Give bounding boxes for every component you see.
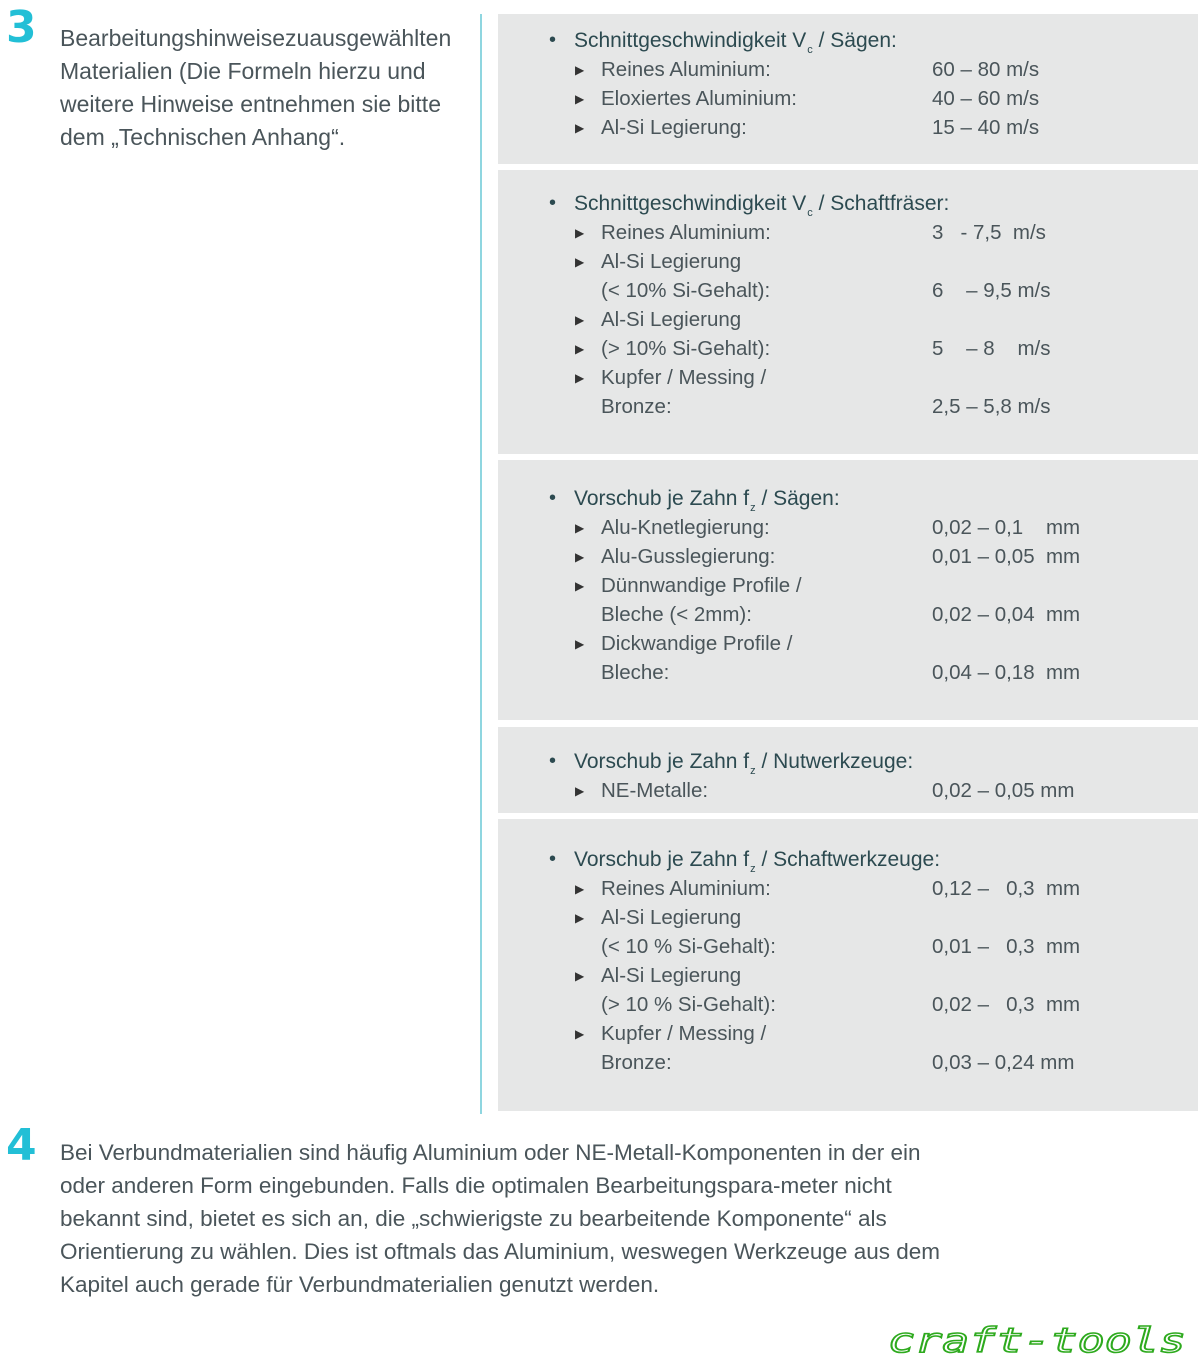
material-label: Al-Si Legierung <box>601 906 742 929</box>
vertical-divider <box>480 14 482 1114</box>
parameter-value: 6 – 9,5 m/s <box>932 279 1051 302</box>
parameter-panel <box>498 460 1198 720</box>
parameter-row <box>498 874 1198 903</box>
material-label: Kupfer / Messing / <box>601 366 767 389</box>
material-label: NE-Metalle: <box>601 779 709 802</box>
parameter-panel <box>498 14 1198 164</box>
material-label: Al-Si Legierung <box>601 964 742 987</box>
parameter-row <box>498 600 1198 629</box>
arrow-right-icon: ▶ <box>575 121 585 135</box>
material-label: (< 10% Si-Gehalt): <box>601 279 771 302</box>
material-label: (< 10 % Si-Gehalt): <box>601 935 776 958</box>
bullet-icon: • <box>549 848 557 870</box>
parameter-row <box>498 990 1198 1019</box>
arrow-right-icon: ▶ <box>575 579 585 593</box>
material-label: Kupfer / Messing / <box>601 1022 767 1045</box>
parameter-row <box>498 84 1198 113</box>
arrow-right-icon: ▶ <box>575 637 585 651</box>
material-label: Eloxiertes Aluminium: <box>601 87 797 110</box>
material-label: Dünnwandige Profile / <box>601 574 802 597</box>
parameter-value: 0,01 – 0,05 mm <box>932 545 1081 568</box>
parameter-row <box>498 218 1198 247</box>
arrow-right-icon: ▶ <box>575 1027 585 1041</box>
material-label: Reines Aluminium: <box>601 877 771 900</box>
parameter-value: 0,02 – 0,05 mm <box>932 779 1075 802</box>
parameter-value: 0,03 – 0,24 mm <box>932 1051 1075 1074</box>
parameter-value: 5 – 8 m/s <box>932 337 1051 360</box>
bullet-icon: • <box>549 192 557 214</box>
arrow-right-icon: ▶ <box>575 226 585 240</box>
arrow-right-icon: ▶ <box>575 550 585 564</box>
parameter-panel <box>498 727 1198 813</box>
material-label: Alu-Knetlegierung: <box>601 516 770 539</box>
parameter-row <box>498 658 1198 687</box>
parameter-value: 15 – 40 m/s <box>932 116 1040 139</box>
parameter-row <box>498 247 1198 276</box>
material-label: Alu-Gusslegierung: <box>601 545 776 568</box>
panel-heading: • Vorschub je Zahn $f_z$ / Schaftwerkzeuge: <box>574 845 940 874</box>
panel-heading: • Vorschub je Zahn $f_z$ / Nutwerkzeuge: <box>574 747 913 776</box>
material-label: Reines Aluminium: <box>601 221 771 244</box>
parameter-row <box>498 55 1198 84</box>
material-label: Bronze: <box>601 1051 672 1074</box>
material-label: Al-Si Legierung <box>601 250 742 273</box>
parameter-row <box>498 392 1198 421</box>
bullet-icon: • <box>549 487 557 509</box>
arrow-right-icon: ▶ <box>575 911 585 925</box>
logo-text: craft-tools <box>888 1321 1186 1361</box>
material-label: (> 10% Si-Gehalt): <box>601 337 771 360</box>
section-3-text: Bearbeitungshinweisezuausgewählten Materialien (Die Formeln hierzu und weitere Hinweise entnehmen sie bitte dem „Technischen Anhang“. <box>60 25 452 150</box>
arrow-right-icon: ▶ <box>575 92 585 106</box>
panel-heading: • Schnittgeschwindigkeit $V_c$ / Sägen: <box>574 26 897 55</box>
material-label: Bleche: <box>601 661 670 684</box>
section-3-number: 3 <box>6 2 37 53</box>
arrow-right-icon: ▶ <box>575 313 585 327</box>
parameter-value: 2,5 – 5,8 m/s <box>932 395 1051 418</box>
arrow-right-icon: ▶ <box>575 255 585 269</box>
panel-heading: • Schnittgeschwindigkeit $V_c$ / Schaftfräser: <box>574 189 949 218</box>
parameter-panel <box>498 170 1198 454</box>
bullet-icon: • <box>549 750 557 772</box>
parameter-row <box>498 276 1198 305</box>
section-4-number: 4 <box>6 1120 37 1171</box>
parameter-row <box>498 629 1198 658</box>
material-label: (> 10 % Si-Gehalt): <box>601 993 776 1016</box>
parameter-row <box>498 571 1198 600</box>
parameter-row <box>498 961 1198 990</box>
material-label: Al-Si Legierung <box>601 308 742 331</box>
arrow-right-icon: ▶ <box>575 521 585 535</box>
material-label: Dickwandige Profile / <box>601 632 793 655</box>
material-label: Al-Si Legierung: <box>601 116 747 139</box>
material-label: Bleche (< 2mm): <box>601 603 752 626</box>
parameter-row <box>498 334 1198 363</box>
parameter-row <box>498 305 1198 334</box>
parameter-row <box>498 932 1198 961</box>
arrow-right-icon: ▶ <box>575 882 585 896</box>
parameter-row <box>498 542 1198 571</box>
arrow-right-icon: ▶ <box>575 784 585 798</box>
material-label: Bronze: <box>601 395 672 418</box>
parameter-value: 0,01 – 0,3 mm <box>932 935 1081 958</box>
parameter-value: 0,02 – 0,3 mm <box>932 993 1081 1016</box>
parameter-row <box>498 113 1198 142</box>
craft-tools-logo <box>888 1318 1188 1361</box>
material-label: Reines Aluminium: <box>601 58 771 81</box>
arrow-right-icon: ▶ <box>575 969 585 983</box>
section-4-text: Bei Verbundmaterialien sind häufig Aluminium oder NE-Metall-Komponenten in der ein oder anderen Form eingebunden. Falls die optimalen Bearbeitungspara-meter nicht bekannt sind, bietet es sich an, die „schwierigste zu bearbeitende Komponente“ als Orientierung zu wählen. Dies ist oftmals das Aluminium, weswegen Werkzeuge aus dem Kapitel auch gerade für Verbundmaterialien genutzt werden. <box>60 1140 940 1297</box>
parameter-value: 3 - 7,5 m/s <box>932 221 1046 244</box>
parameter-value: 0,12 – 0,3 mm <box>932 877 1081 900</box>
parameter-value: 0,02 – 0,04 mm <box>932 603 1081 626</box>
arrow-right-icon: ▶ <box>575 371 585 385</box>
parameter-row <box>498 903 1198 932</box>
parameter-value: 0,02 – 0,1 mm <box>932 516 1081 539</box>
parameter-value: 0,04 – 0,18 mm <box>932 661 1081 684</box>
parameter-row <box>498 363 1198 392</box>
parameter-panel <box>498 819 1198 1111</box>
parameter-value: 40 – 60 m/s <box>932 87 1040 110</box>
arrow-right-icon: ▶ <box>575 63 585 77</box>
parameter-row <box>498 1019 1198 1048</box>
panel-heading: • Vorschub je Zahn $f_z$ / Sägen: <box>574 484 840 513</box>
parameter-row <box>498 776 1198 805</box>
bullet-icon: • <box>549 29 557 51</box>
parameter-value: 60 – 80 m/s <box>932 58 1040 81</box>
parameter-row <box>498 1048 1198 1077</box>
parameter-row <box>498 513 1198 542</box>
arrow-right-icon: ▶ <box>575 342 585 356</box>
